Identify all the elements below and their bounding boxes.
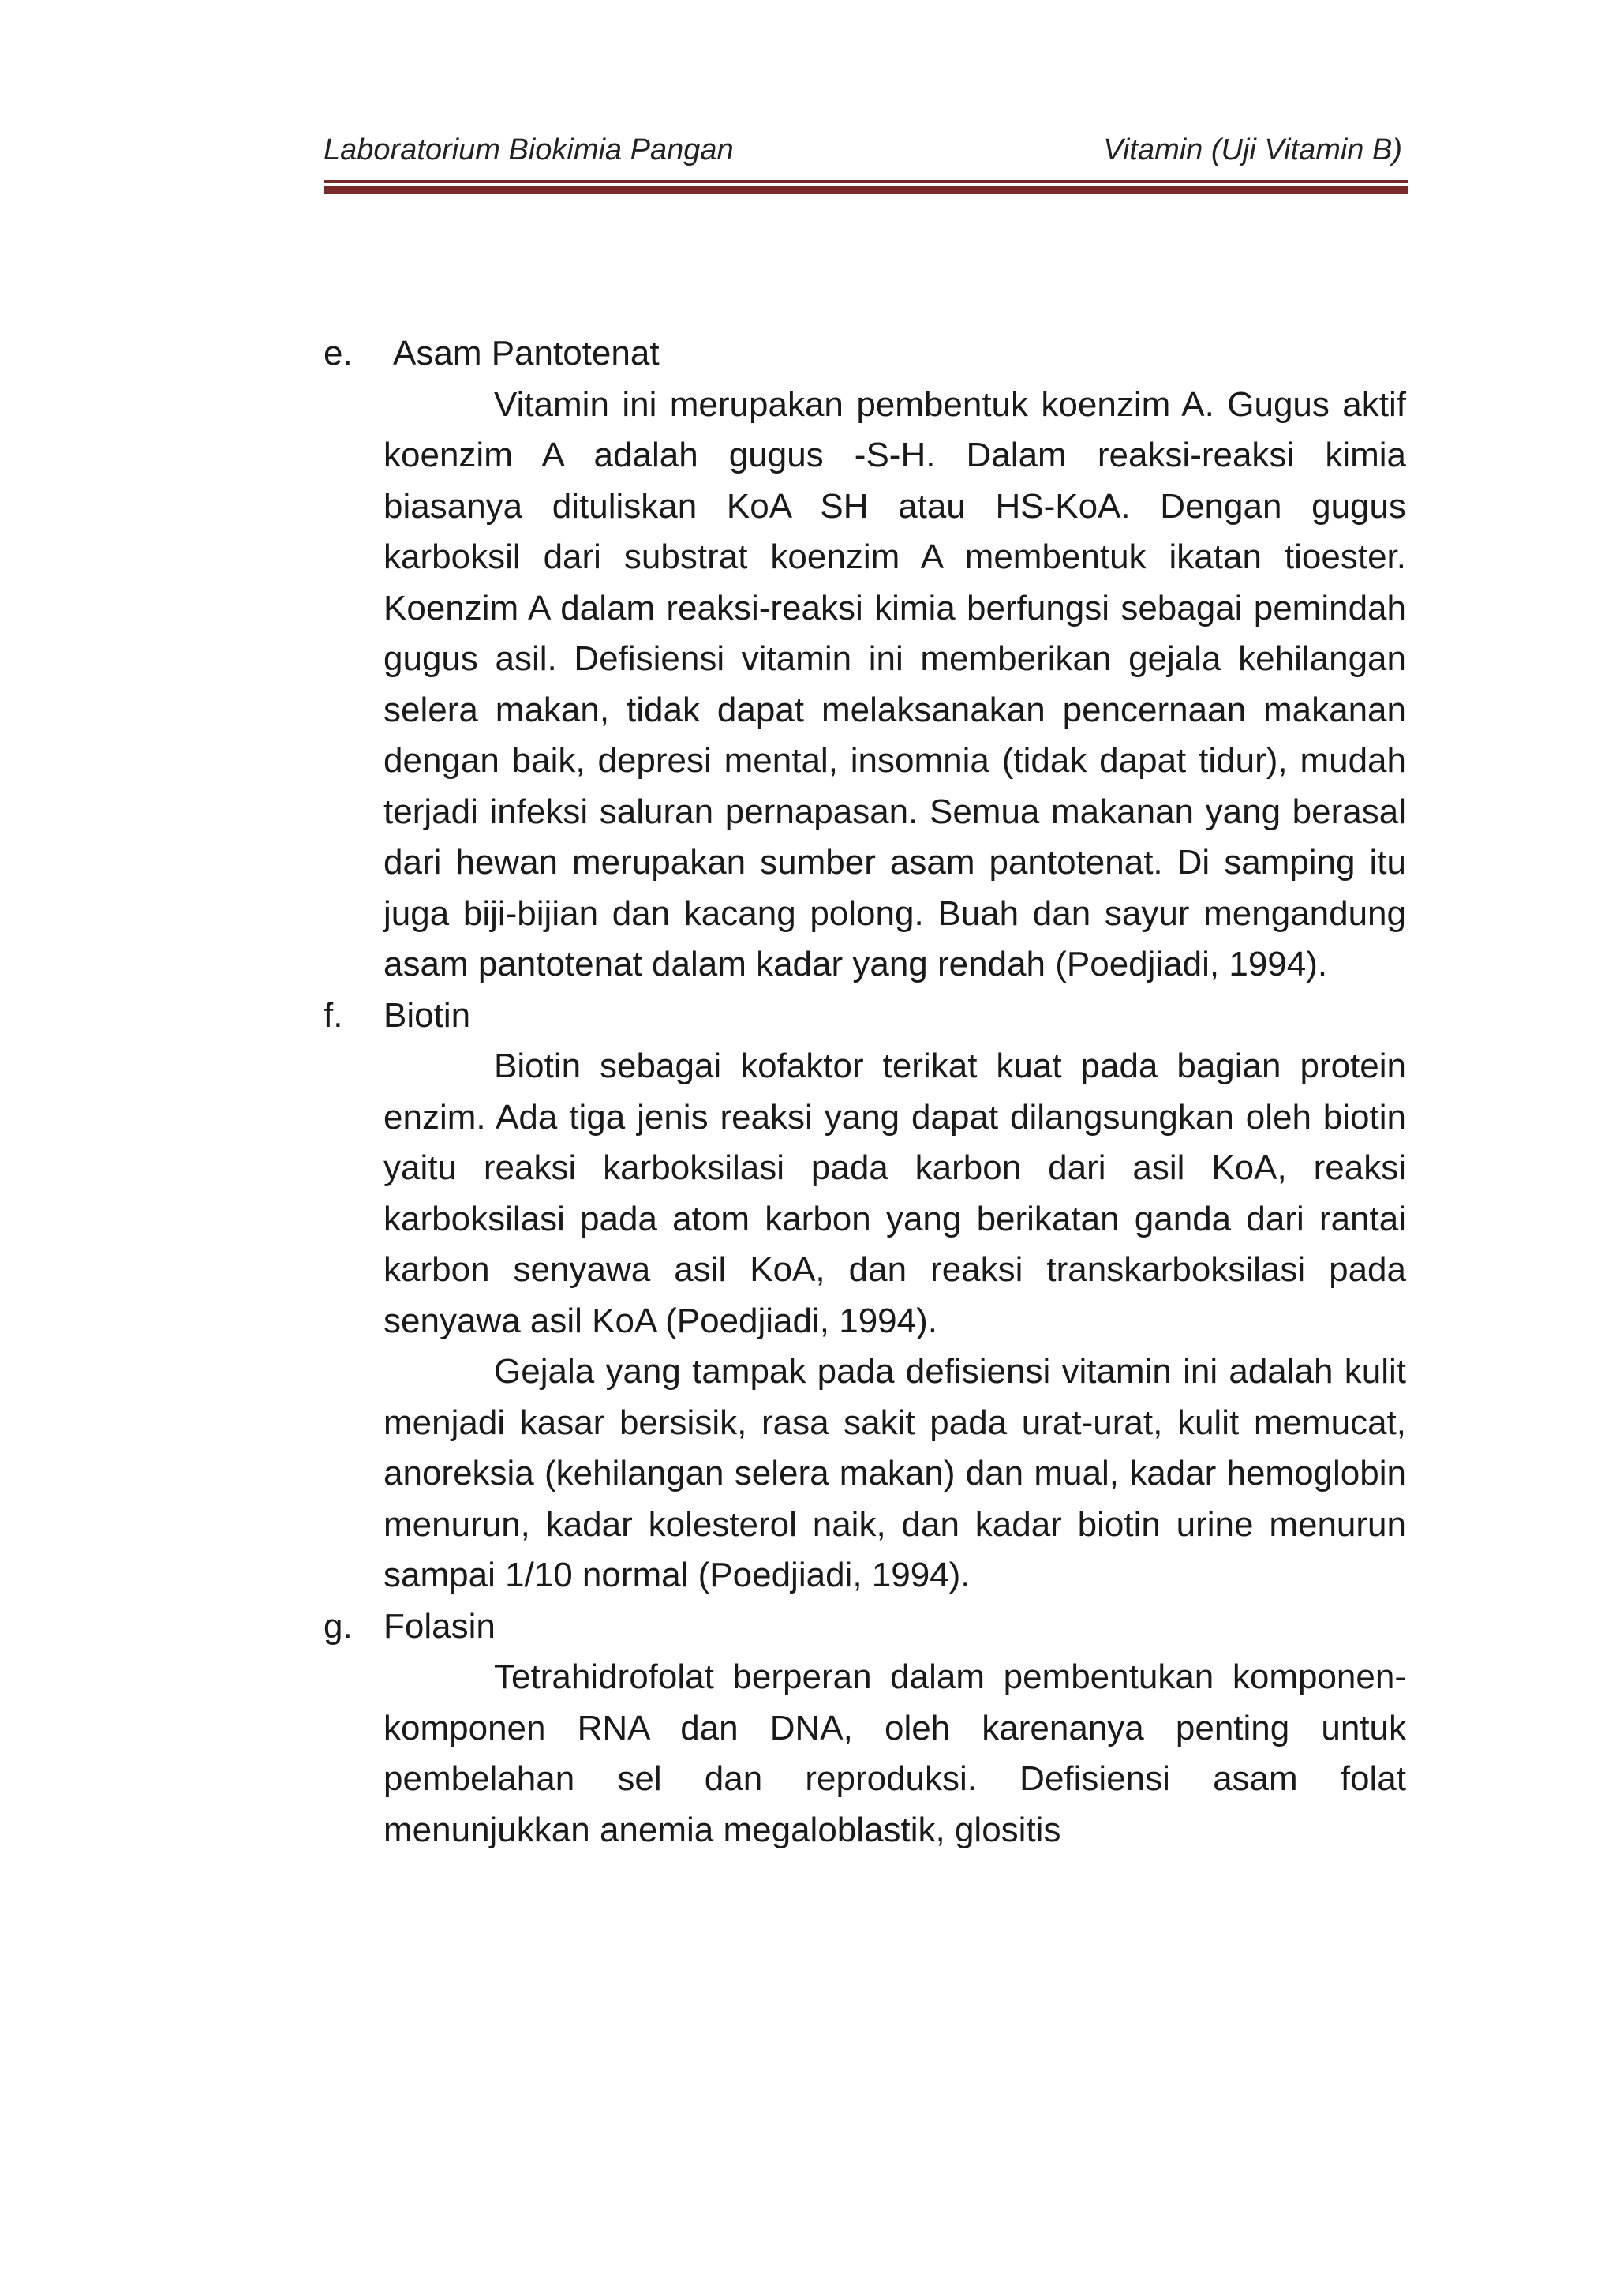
section-heading bbox=[324, 1601, 1406, 1653]
header-lab-title: Laboratorium Biokimia Pangan bbox=[324, 133, 734, 167]
header-rule-thin bbox=[324, 180, 1408, 183]
section-letter: e. bbox=[324, 334, 353, 373]
section-asam-pantotenat bbox=[324, 328, 1406, 991]
section-letter: f. bbox=[324, 995, 343, 1035]
section-title: Asam Pantotenat bbox=[393, 334, 660, 373]
section-biotin bbox=[324, 991, 1406, 1601]
section-heading bbox=[324, 991, 1406, 1042]
section-letter: g. bbox=[324, 1606, 353, 1646]
section-title: Folasin bbox=[383, 1606, 496, 1646]
running-header bbox=[324, 133, 1408, 167]
section-paragraph: Gejala yang tampak pada defisiensi vitamin ini adalah kulit menjadi kasar bersisik, rasa sakit pada urat-urat, kulit memucat, anoreksia (kehilangan selera makan) dan mual, kadar hemoglobin menurun, kadar kolesterol naik, dan kadar biotin urine menurun sampai 1/10 normal (Poedjiadi, 1994). bbox=[383, 1352, 1406, 1594]
section-title: Biotin bbox=[383, 995, 471, 1035]
header-chapter-title: Vitamin (Uji Vitamin B) bbox=[1103, 133, 1402, 167]
section-paragraph: Tetrahidrofolat berperan dalam pembentukan komponen-komponen RNA dan DNA, oleh karenanya penting untuk pembelahan sel dan reproduksi. Defisiensi asam folat menunjukkan anemia megaloblastik, glositis bbox=[383, 1657, 1406, 1849]
page-body bbox=[324, 328, 1406, 1856]
section-paragraph: Vitamin ini merupakan pembentuk koenzim A. Gugus aktif koenzim A adalah gugus -S-H. Dalam reaksi-reaksi kimia biasanya dituliskan KoA SH atau HS-KoA. Dengan gugus karboksil dari substrat koenzim A membentuk ikatan tioester. Koenzim A dalam reaksi-reaksi kimia berfungsi sebagai pemindah gugus asil. Defisiensi vitamin ini memberikan gejala kehilangan selera makan, tidak dapat melaksanakan pencernaan makanan dengan baik, depresi mental, insomnia (tidak dapat tidur), mudah terjadi infeksi saluran pernapasan. Semua makanan yang berasal dari hewan merupakan sumber asam pantotenat. Di samping itu juga biji-bijian dan kacang polong. Buah dan sayur mengandung asam pantotenat dalam kadar yang rendah (Poedjiadi, 1994). bbox=[383, 384, 1406, 983]
section-paragraph: Biotin sebagai kofaktor terikat kuat pada bagian protein enzim. Ada tiga jenis reaksi yang dapat dilangsungkan oleh biotin yaitu reaksi karboksilasi pada karbon dari asil KoA, reaksi karboksilasi pada atom karbon yang berikatan ganda dari rantai karbon senyawa asil KoA, dan reaksi transkarboksilasi pada senyawa asil KoA (Poedjiadi, 1994). bbox=[383, 1047, 1406, 1340]
section-heading bbox=[324, 328, 1406, 380]
section-folasin bbox=[324, 1601, 1406, 1856]
header-rule-thick bbox=[324, 186, 1408, 194]
